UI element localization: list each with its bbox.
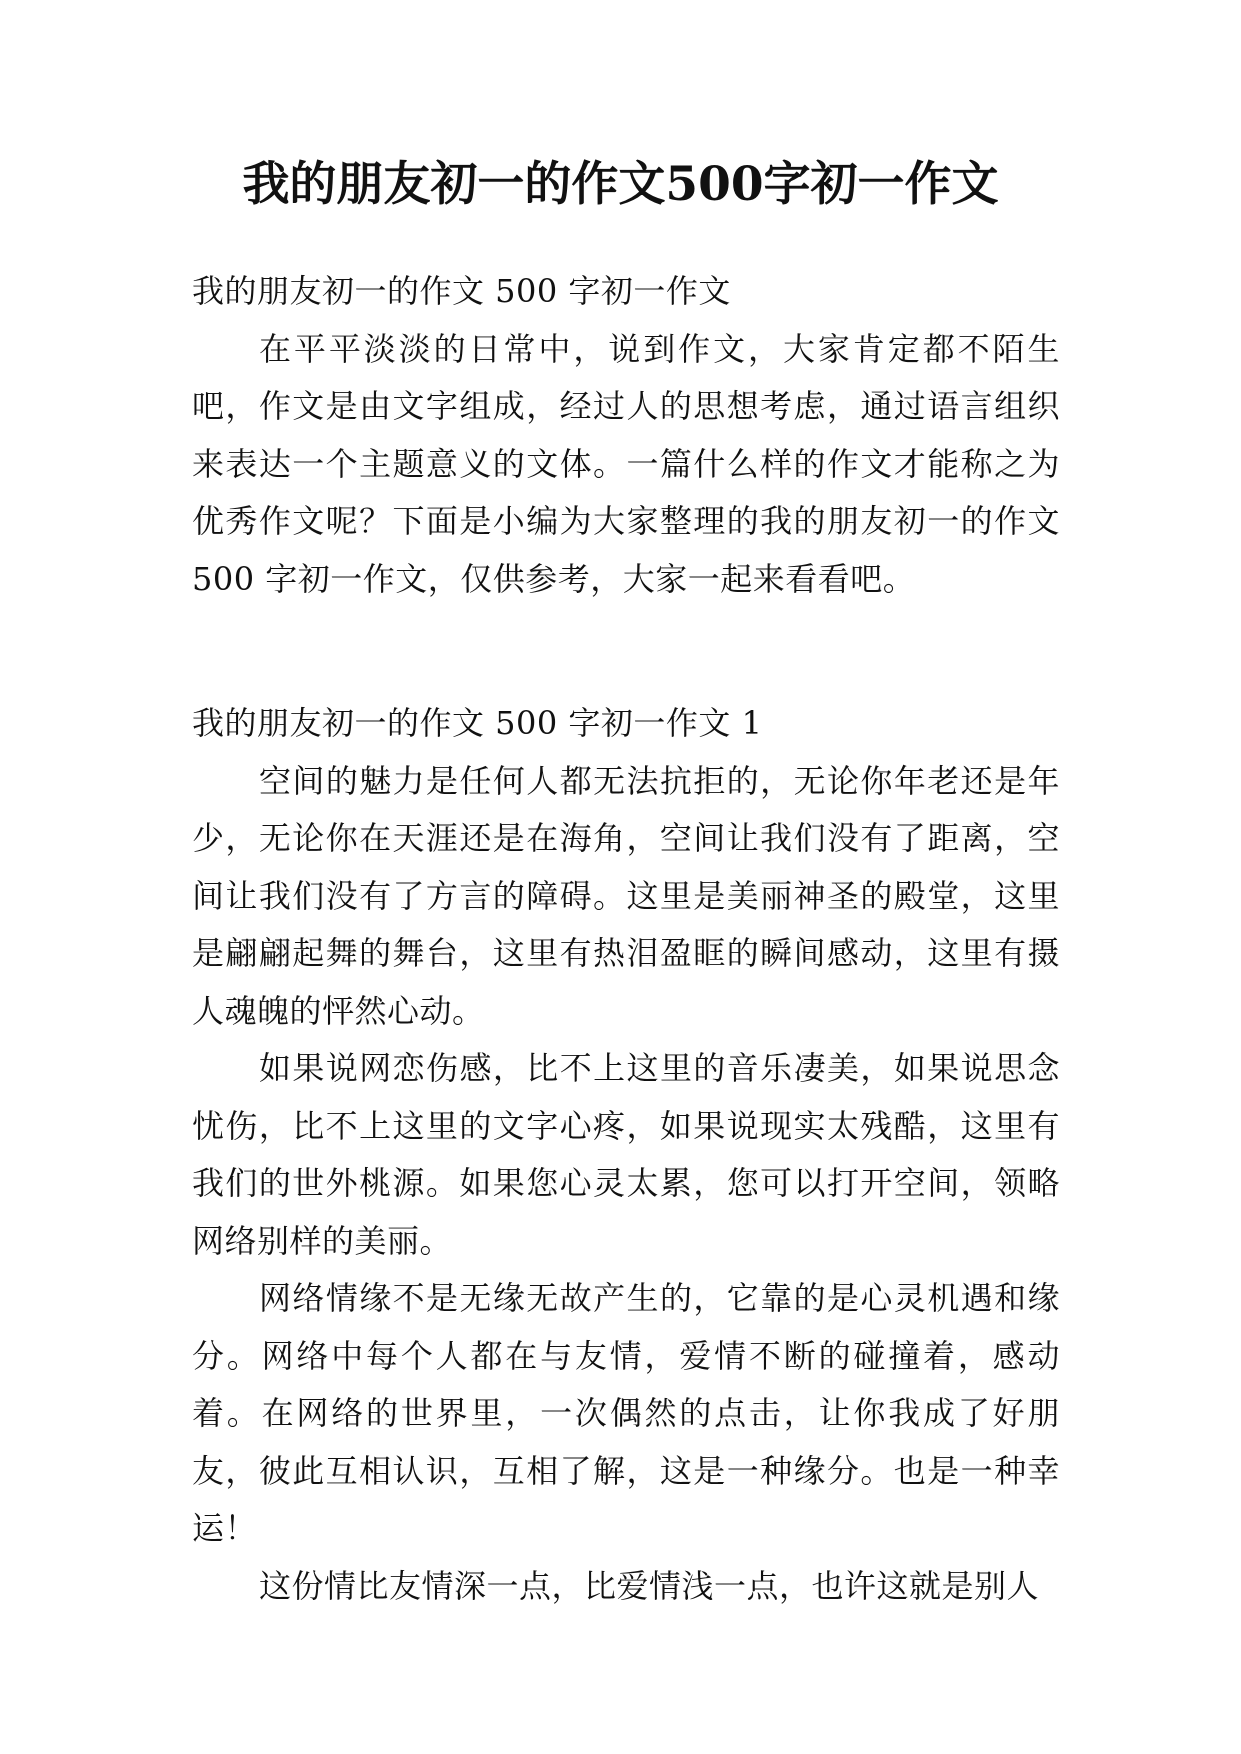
subtitle: 我的朋友初一的作文 500 字初一作文 — [192, 272, 731, 310]
body-paragraph: 如果说网恋伤感，比不上这里的音乐凄美，如果说思念忧伤，比不上这里的文字心疼，如果说现实太残酷，这里有我们的世外桃源。如果您心灵太累，您可以打开空间，领略网络别样的美丽。 — [192, 1049, 1060, 1260]
section-1 — [192, 695, 1060, 1615]
intro-paragraph: 在平平淡淡的日常中，说到作文，大家肯定都不陌生吧，作文是由文字组成，经过人的思想考虑，通过语言组织来表达一个主题意义的文体。一篇什么样的作文才能称之为优秀作文呢？下面是小编为大家整理的我的朋友初一的作文 500 字初一作文，仅供参考，大家一起来看看吧。 — [192, 329, 1060, 598]
body-paragraph: 空间的魅力是任何人都无法抗拒的，无论你年老还是年少，无论你在天涯还是在海角，空间让我们没有了距离，空间让我们没有了方言的障碍。这里是美丽神圣的殿堂，这里是翩翩起舞的舞台，这里有热泪盈眶的瞬间感动，这里有摄人魂魄的怦然心动。 — [192, 761, 1060, 1030]
section-1-heading: 我的朋友初一的作文 500 字初一作文 1 — [192, 704, 763, 742]
document-title: 我的朋友初一的作文500字初一作文 — [242, 157, 999, 212]
body-paragraph: 这份情比友情深一点，比爱情浅一点，也许这就是别人 — [259, 1566, 1040, 1605]
intro-section — [192, 263, 1060, 608]
body-paragraph: 网络情缘不是无缘无故产生的，它靠的是心灵机遇和缘分。网络中每个人都在与友情，爱情不断的碰撞着，感动着。在网络的世界里，一次偶然的点击，让你我成了好朋友，彼此互相认识，互相了解，这是一种缘分。也是一种幸运！ — [192, 1279, 1060, 1547]
